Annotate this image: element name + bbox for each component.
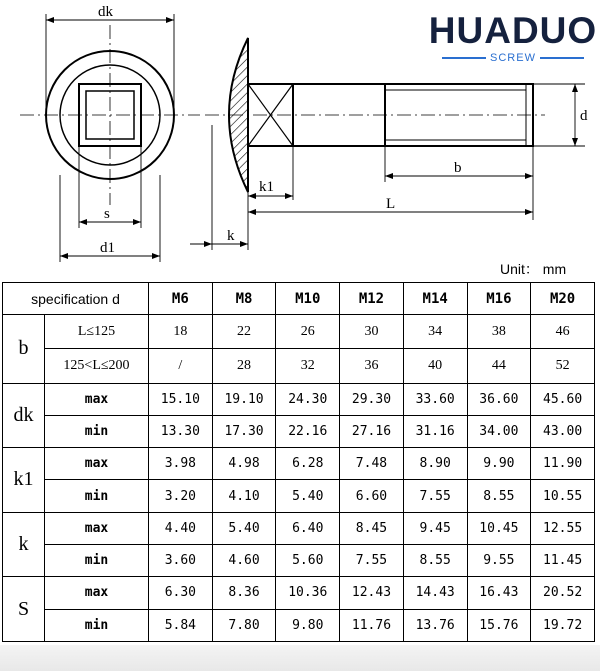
size-header: M20 xyxy=(531,283,595,315)
table-cell: 10.55 xyxy=(531,480,595,512)
dim-label-k1: k1 xyxy=(259,179,274,195)
table-cell: 14.43 xyxy=(403,577,467,609)
brand-subtitle: SCREW xyxy=(490,52,536,64)
footer-strip xyxy=(0,645,600,671)
table-cell: 22.16 xyxy=(276,415,340,447)
table-cell: 16.43 xyxy=(467,577,531,609)
table-cell: 4.10 xyxy=(212,480,276,512)
group-label: k1 xyxy=(3,448,45,513)
table-cell: 8.36 xyxy=(212,577,276,609)
table-cell: 4.60 xyxy=(212,545,276,577)
table-cell: 43.00 xyxy=(531,415,595,447)
group-label: S xyxy=(3,577,45,642)
group-label: b xyxy=(3,315,45,384)
table-cell: 3.20 xyxy=(149,480,213,512)
table-cell: 22 xyxy=(212,315,276,349)
dim-label-dk: dk xyxy=(98,4,113,20)
table-cell: 9.80 xyxy=(276,609,340,641)
table-cell: 6.60 xyxy=(340,480,404,512)
table-cell: 30 xyxy=(340,315,404,349)
table-cell: 7.55 xyxy=(340,545,404,577)
table-row xyxy=(3,383,595,415)
table-cell: 13.76 xyxy=(403,609,467,641)
row-label: max xyxy=(45,448,149,480)
table-cell: 9.55 xyxy=(467,545,531,577)
dim-label-k: k xyxy=(227,228,235,244)
brand-logo xyxy=(428,10,598,64)
table-row xyxy=(3,512,595,544)
table-cell: 44 xyxy=(467,349,531,383)
table-row xyxy=(3,349,595,383)
table-cell: 5.60 xyxy=(276,545,340,577)
table-cell: 11.45 xyxy=(531,545,595,577)
table-cell: 3.98 xyxy=(149,448,213,480)
table-cell: 6.40 xyxy=(276,512,340,544)
size-header: M16 xyxy=(467,283,531,315)
row-label: max xyxy=(45,577,149,609)
table-cell: 38 xyxy=(467,315,531,349)
table-row xyxy=(3,577,595,609)
table-cell: 36.60 xyxy=(467,383,531,415)
table-cell: 4.40 xyxy=(149,512,213,544)
spec-header-label: specification d xyxy=(3,283,149,315)
table-cell: 52 xyxy=(531,349,595,383)
table-cell: 15.10 xyxy=(149,383,213,415)
table-cell: 10.36 xyxy=(276,577,340,609)
size-header: M8 xyxy=(212,283,276,315)
table-cell: 34.00 xyxy=(467,415,531,447)
dim-label-d1: d1 xyxy=(100,240,115,256)
table-cell: 40 xyxy=(403,349,467,383)
size-header: M6 xyxy=(149,283,213,315)
table-cell: 12.43 xyxy=(340,577,404,609)
table-cell: 11.76 xyxy=(340,609,404,641)
table-cell: 19.72 xyxy=(531,609,595,641)
table-cell: 9.90 xyxy=(467,448,531,480)
dim-label-L: L xyxy=(386,196,396,212)
table-row xyxy=(3,415,595,447)
group-label: k xyxy=(3,512,45,577)
row-label: L≤125 xyxy=(45,315,149,349)
table-cell: 8.55 xyxy=(467,480,531,512)
table-cell: / xyxy=(149,349,213,383)
table-cell: 6.30 xyxy=(149,577,213,609)
table-cell: 34 xyxy=(403,315,467,349)
table-cell: 11.90 xyxy=(531,448,595,480)
table-cell: 8.55 xyxy=(403,545,467,577)
table-cell: 3.60 xyxy=(149,545,213,577)
dim-label-d: d xyxy=(580,108,588,124)
unit-label: Unit： mm xyxy=(500,261,567,277)
table-cell: 45.60 xyxy=(531,383,595,415)
table-cell: 46 xyxy=(531,315,595,349)
size-header: M14 xyxy=(403,283,467,315)
table-cell: 13.30 xyxy=(149,415,213,447)
dim-label-b: b xyxy=(454,160,462,176)
row-label: max xyxy=(45,383,149,415)
size-header: M12 xyxy=(340,283,404,315)
table-cell: 8.45 xyxy=(340,512,404,544)
table-row xyxy=(3,609,595,641)
table-cell: 15.76 xyxy=(467,609,531,641)
table-cell: 17.30 xyxy=(212,415,276,447)
row-label: 125<L≤200 xyxy=(45,349,149,383)
table-cell: 28 xyxy=(212,349,276,383)
group-label: dk xyxy=(3,383,45,448)
table-cell: 5.40 xyxy=(276,480,340,512)
table-cell: 6.28 xyxy=(276,448,340,480)
table-cell: 7.48 xyxy=(340,448,404,480)
dim-label-s: s xyxy=(104,206,110,222)
row-label: min xyxy=(45,415,149,447)
table-cell: 32 xyxy=(276,349,340,383)
row-label: min xyxy=(45,480,149,512)
table-cell: 9.45 xyxy=(403,512,467,544)
table-cell: 8.90 xyxy=(403,448,467,480)
row-label: max xyxy=(45,512,149,544)
table-cell: 7.55 xyxy=(403,480,467,512)
table-cell: 10.45 xyxy=(467,512,531,544)
row-label: min xyxy=(45,545,149,577)
table-cell: 31.16 xyxy=(403,415,467,447)
table-cell: 19.10 xyxy=(212,383,276,415)
table-cell: 33.60 xyxy=(403,383,467,415)
table-cell: 29.30 xyxy=(340,383,404,415)
table-cell: 24.30 xyxy=(276,383,340,415)
table-cell: 18 xyxy=(149,315,213,349)
table-cell: 27.16 xyxy=(340,415,404,447)
spec-table xyxy=(2,282,595,642)
table-row xyxy=(3,545,595,577)
brand-name: HUADUO xyxy=(428,10,598,51)
table-cell: 7.80 xyxy=(212,609,276,641)
table-cell: 36 xyxy=(340,349,404,383)
size-header: M10 xyxy=(276,283,340,315)
table-row xyxy=(3,448,595,480)
table-cell: 20.52 xyxy=(531,577,595,609)
table-cell: 5.84 xyxy=(149,609,213,641)
table-cell: 26 xyxy=(276,315,340,349)
table-cell: 12.55 xyxy=(531,512,595,544)
table-row xyxy=(3,315,595,349)
table-row xyxy=(3,480,595,512)
row-label: min xyxy=(45,609,149,641)
table-cell: 4.98 xyxy=(212,448,276,480)
table-cell: 5.40 xyxy=(212,512,276,544)
